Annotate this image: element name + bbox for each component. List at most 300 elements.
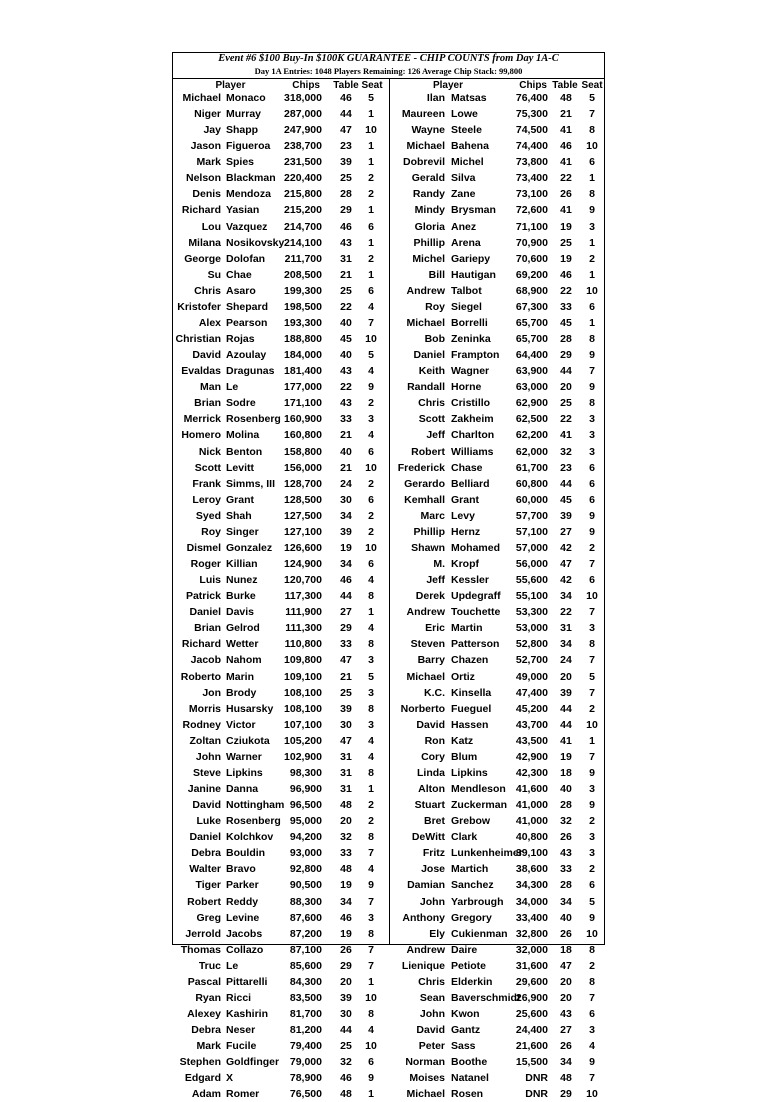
right-chips: 29,600 (515, 975, 548, 988)
left-last-name: Chae (226, 268, 252, 281)
right-first-name: Ron (424, 734, 445, 747)
right-seat: 7 (589, 991, 595, 1004)
right-last-name: Cristillo (451, 397, 491, 410)
left-table: 46 (340, 574, 352, 587)
right-seat: 5 (589, 92, 595, 104)
right-chips: 41,000 (515, 815, 548, 828)
left-first-name: Daniel (189, 831, 221, 844)
left-table: 23 (340, 140, 352, 153)
left-seat: 6 (368, 220, 374, 233)
right-last-name: Petiote (451, 959, 487, 972)
right-last-name: Sass (451, 1040, 476, 1053)
right-last-name: Matsas (451, 92, 487, 104)
right-seat: 3 (589, 445, 595, 458)
right-last-name: Williams (451, 445, 494, 458)
left-first-name: Alex (198, 316, 221, 329)
left-chips: 78,900 (289, 1072, 322, 1085)
left-first-name: Rodney (182, 718, 221, 731)
left-table: 25 (340, 284, 352, 297)
right-seat: 8 (589, 975, 595, 988)
right-last-name: Elderkin (451, 975, 493, 988)
right-table: 47 (560, 558, 572, 571)
right-chips: 33,400 (515, 911, 548, 924)
right-seat: 3 (589, 831, 595, 844)
right-seat: 2 (589, 541, 595, 554)
right-table-header: Table (552, 80, 578, 91)
left-seat: 3 (368, 686, 374, 699)
left-seat: 6 (368, 493, 374, 506)
left-chips: 83,500 (289, 991, 322, 1004)
right-seat: 9 (589, 509, 595, 522)
left-chips: 171,100 (284, 397, 322, 410)
right-seat: 6 (589, 477, 595, 490)
right-player-header: Player (432, 80, 464, 91)
left-seat: 8 (368, 702, 374, 715)
left-first-name: Merrick (183, 413, 221, 426)
right-chips: 49,000 (515, 670, 548, 683)
right-last-name: Charlton (451, 429, 495, 442)
left-last-name: Killian (226, 558, 258, 571)
left-chips: 247,900 (284, 124, 322, 137)
right-seat: 9 (589, 381, 595, 394)
right-seat: 10 (586, 1088, 598, 1101)
left-seat: 1 (368, 156, 374, 169)
left-first-name: Nelson (185, 172, 221, 185)
left-last-name: Singer (226, 525, 259, 538)
left-seat: 4 (368, 750, 374, 763)
left-last-name: Kolchkov (226, 831, 274, 844)
left-table: 19 (340, 927, 352, 940)
left-chips: 96,500 (289, 799, 322, 812)
left-chips: 81,200 (289, 1024, 322, 1037)
left-seat: 2 (368, 397, 374, 410)
right-first-name: Daniel (413, 349, 445, 362)
left-last-name: Blackman (226, 172, 276, 185)
right-chips: 65,700 (515, 333, 548, 346)
left-seat: 6 (368, 445, 374, 458)
left-first-name: Debra (191, 1024, 221, 1037)
right-chips: 62,200 (515, 429, 548, 442)
right-first-name: Anthony (402, 911, 445, 924)
left-chips: 87,600 (289, 911, 322, 924)
left-first-name: Adam (191, 1088, 221, 1101)
right-last-name: Touchette (451, 606, 501, 619)
right-table: 44 (560, 702, 572, 715)
right-chips: 56,000 (515, 558, 548, 571)
left-last-name: Collazo (226, 943, 264, 956)
left-player-header: Player (215, 80, 246, 91)
right-seat: 10 (586, 590, 598, 603)
left-first-name: Jon (202, 686, 221, 699)
right-first-name: Randall (407, 381, 445, 394)
right-last-name: Gregory (451, 911, 492, 924)
right-seat: 1 (589, 734, 595, 747)
left-table: 33 (340, 638, 352, 651)
left-seat: 10 (365, 461, 377, 474)
right-first-name: Randy (412, 188, 445, 201)
left-seat: 1 (368, 268, 374, 281)
left-first-name: Brian (194, 622, 221, 635)
left-table: 21 (340, 670, 352, 683)
right-chips: 26,900 (515, 991, 548, 1004)
right-table: 39 (560, 509, 572, 522)
right-chips: 53,300 (515, 606, 548, 619)
right-chips: 39,100 (515, 847, 548, 860)
left-first-name: Syed (195, 509, 221, 522)
left-table: 46 (340, 220, 352, 233)
right-chips: 38,600 (515, 863, 548, 876)
left-table: 31 (340, 766, 352, 779)
right-table: 19 (560, 220, 572, 233)
left-chips: 108,100 (284, 686, 322, 699)
left-seat: 5 (368, 670, 374, 683)
left-first-name: David (192, 799, 221, 812)
right-chips: 62,000 (515, 445, 548, 458)
left-first-name: Luis (199, 574, 221, 587)
left-table: 34 (340, 509, 352, 522)
left-table: 34 (340, 558, 352, 571)
left-seat: 8 (368, 831, 374, 844)
left-last-name: Danna (226, 783, 259, 795)
left-last-name: Cziukota (226, 734, 270, 747)
left-chips: 215,200 (284, 204, 322, 217)
left-seat: 2 (368, 525, 374, 538)
left-chips: 214,700 (284, 220, 322, 233)
right-chips-header: Chips (519, 80, 547, 91)
right-last-name: Hassen (451, 718, 489, 731)
right-table: 33 (560, 863, 572, 876)
right-table: 26 (560, 831, 572, 844)
left-last-name: Warner (226, 750, 262, 763)
left-last-name: Jacobs (226, 927, 263, 940)
left-seat: 10 (365, 333, 377, 346)
right-first-name: Sean (419, 991, 445, 1004)
right-table: 29 (560, 349, 572, 362)
left-table: 22 (340, 300, 352, 313)
left-first-name: Jerrold (185, 927, 221, 940)
left-seat: 8 (368, 1007, 374, 1020)
left-chips: 85,600 (289, 959, 322, 972)
right-first-name: Andrew (406, 606, 445, 619)
right-first-name: Chris (418, 397, 445, 410)
right-first-name: Bret (423, 815, 445, 828)
right-last-name: Natanel (451, 1072, 489, 1085)
right-last-name: Frampton (451, 349, 500, 362)
right-table: 42 (560, 541, 572, 554)
right-seat: 9 (589, 204, 595, 217)
right-seat: 2 (589, 702, 595, 715)
right-seat: 3 (589, 413, 595, 426)
left-first-name: Man (200, 381, 221, 394)
left-table: 27 (340, 606, 352, 619)
right-last-name: Kwon (451, 1007, 480, 1020)
right-seat: 3 (589, 847, 595, 860)
left-seat: 10 (365, 541, 377, 554)
right-table: 19 (560, 252, 572, 265)
left-last-name: X (226, 1072, 234, 1085)
right-chips: 61,700 (515, 461, 548, 474)
left-first-name: Roberto (180, 670, 221, 683)
left-last-name: Nunez (226, 574, 258, 587)
left-first-name: Mark (196, 1040, 221, 1053)
left-seat: 1 (368, 1088, 374, 1101)
left-seat: 7 (368, 895, 374, 908)
left-seat: 4 (368, 734, 374, 747)
right-last-name: Levy (451, 509, 475, 522)
right-seat: 6 (589, 156, 595, 169)
right-first-name: Stuart (414, 799, 445, 812)
left-first-name: Jason (190, 140, 221, 153)
left-last-name: Le (226, 959, 239, 972)
left-first-name: Christian (175, 333, 221, 346)
right-table: 20 (560, 991, 572, 1004)
left-last-name: Spies (226, 156, 255, 169)
right-first-name: Ilan (426, 92, 445, 104)
left-first-name: Brian (194, 397, 221, 410)
right-last-name: Silva (451, 172, 476, 185)
left-table: 46 (340, 911, 352, 924)
left-first-name: Alexey (187, 1007, 221, 1020)
right-chips: 57,700 (515, 509, 548, 522)
left-table: 26 (340, 943, 352, 956)
right-chips: 74,400 (515, 140, 548, 153)
left-chips: 177,000 (284, 381, 322, 394)
right-seat: 6 (589, 574, 595, 587)
right-chips: 21,600 (515, 1040, 548, 1053)
left-table: 43 (340, 397, 352, 410)
right-chips: 69,200 (515, 268, 548, 281)
right-seat: 9 (589, 766, 595, 779)
left-seat: 4 (368, 863, 374, 876)
right-last-name: Hautigan (451, 268, 496, 281)
left-table: 20 (340, 815, 352, 828)
right-first-name: Maureen (401, 108, 445, 121)
right-seat: 10 (586, 718, 598, 731)
left-table: 30 (340, 718, 352, 731)
right-table: 26 (560, 927, 572, 940)
right-chips: 32,000 (515, 943, 548, 956)
right-chips: 70,600 (515, 252, 548, 265)
right-first-name: Ely (429, 927, 445, 940)
left-first-name: Su (207, 268, 221, 281)
right-seat: 7 (589, 686, 595, 699)
right-seat: 10 (586, 284, 598, 297)
right-seat: 10 (586, 927, 598, 940)
left-table: 29 (340, 959, 352, 972)
left-first-name: Steve (192, 766, 221, 779)
right-first-name: Kemhall (404, 493, 445, 506)
left-chips: 110,800 (284, 638, 322, 651)
right-table: 27 (560, 1024, 572, 1037)
left-chips: 181,400 (284, 365, 322, 378)
left-seat: 7 (368, 959, 374, 972)
right-chips: 57,000 (515, 541, 548, 554)
right-first-name: Norman (405, 1056, 445, 1069)
left-first-name: Kristofer (177, 300, 221, 313)
right-table: 18 (560, 766, 572, 779)
left-last-name: Levine (226, 911, 260, 924)
left-chips: 87,200 (289, 927, 322, 940)
left-seat: 9 (368, 381, 374, 394)
right-first-name: Damian (407, 879, 445, 892)
left-chips: 102,900 (284, 750, 322, 763)
right-table: 46 (560, 268, 572, 281)
right-table: 25 (560, 236, 572, 249)
right-seat: 2 (589, 252, 595, 265)
left-seat: 8 (368, 638, 374, 651)
right-chips: DNR (525, 1088, 548, 1101)
left-last-name: Nosikovsky (226, 236, 285, 249)
right-table: 28 (560, 879, 572, 892)
right-chips: 68,900 (515, 284, 548, 297)
left-seat: 2 (368, 252, 374, 265)
left-seat: 7 (368, 316, 374, 329)
right-last-name: Mendleson (451, 783, 506, 795)
left-seat: 4 (368, 622, 374, 635)
left-chips: 199,300 (284, 284, 322, 297)
left-table: 43 (340, 236, 352, 249)
right-last-name: Boothe (451, 1056, 488, 1069)
right-first-name: Michael (406, 140, 445, 153)
right-last-name: Siegel (451, 300, 482, 313)
right-last-name: Zakheim (451, 413, 494, 426)
left-first-name: Jay (203, 124, 221, 137)
left-last-name: Goldfinger (226, 1056, 280, 1069)
right-chips: 42,900 (515, 750, 548, 763)
right-table: 32 (560, 445, 572, 458)
left-table: 25 (340, 1040, 352, 1053)
right-chips: 62,900 (515, 397, 548, 410)
right-table: 40 (560, 911, 572, 924)
right-last-name: Horne (451, 381, 482, 394)
right-seat: 5 (589, 670, 595, 683)
left-table: 31 (340, 252, 352, 265)
left-table: 21 (340, 461, 352, 474)
left-first-name: Leroy (192, 493, 221, 506)
left-last-name: Shah (226, 509, 252, 522)
left-first-name: Denis (192, 188, 221, 201)
right-table: 41 (560, 124, 572, 137)
right-first-name: Steven (410, 638, 445, 651)
left-table: 34 (340, 895, 352, 908)
right-table: 45 (560, 493, 572, 506)
left-last-name: Romer (226, 1088, 260, 1101)
left-seat: 6 (368, 558, 374, 571)
right-seat: 7 (589, 365, 595, 378)
right-last-name: Borrelli (451, 316, 488, 329)
right-chips: 62,500 (515, 413, 548, 426)
left-first-name: Greg (196, 911, 221, 924)
left-first-name: Zoltan (189, 734, 221, 747)
left-seat: 5 (368, 92, 374, 104)
right-chips: 73,800 (515, 156, 548, 169)
right-last-name: Yarbrough (451, 895, 504, 908)
left-last-name: Neser (226, 1024, 256, 1037)
left-first-name: Homero (181, 429, 221, 442)
right-chips: 45,200 (515, 702, 548, 715)
right-chips: 47,400 (515, 686, 548, 699)
right-first-name: Jeff (426, 574, 445, 587)
left-chips: 215,800 (284, 188, 322, 201)
left-table: 32 (340, 1056, 352, 1069)
right-seat: 5 (589, 895, 595, 908)
left-last-name: Reddy (226, 895, 259, 908)
right-table: 26 (560, 188, 572, 201)
right-table: 23 (560, 461, 572, 474)
right-chips: 67,300 (515, 300, 548, 313)
right-first-name: Chris (418, 975, 445, 988)
left-table: 44 (340, 1024, 352, 1037)
right-first-name: Phillip (413, 525, 445, 538)
right-first-name: Dobrevil (402, 156, 445, 169)
right-chips: DNR (525, 1072, 548, 1085)
right-last-name: Brysman (451, 204, 496, 217)
left-seat: 3 (368, 413, 374, 426)
left-chips: 127,100 (284, 525, 322, 538)
right-last-name: Gariepy (451, 252, 491, 265)
right-first-name: M. (433, 558, 445, 571)
left-table-header: Table (333, 80, 359, 91)
right-chips: 60,000 (515, 493, 548, 506)
left-table: 29 (340, 204, 352, 217)
right-table: 27 (560, 525, 572, 538)
left-first-name: Nick (198, 445, 221, 458)
right-last-name: Michel (451, 156, 484, 169)
right-seat: 6 (589, 493, 595, 506)
left-seat: 7 (368, 847, 374, 860)
right-table: 25 (560, 397, 572, 410)
right-last-name: Chazen (451, 654, 489, 667)
left-last-name: Bouldin (226, 847, 266, 860)
right-chips: 34,000 (515, 895, 548, 908)
left-table: 25 (340, 172, 352, 185)
left-table: 40 (340, 316, 352, 329)
right-table: 34 (560, 590, 572, 603)
left-seat: 7 (368, 943, 374, 956)
right-table: 39 (560, 686, 572, 699)
right-seat: 8 (589, 943, 595, 956)
left-seat: 10 (365, 124, 377, 137)
left-chips: 287,000 (284, 108, 322, 121)
right-last-name: Zane (451, 188, 476, 201)
left-last-name: Lipkins (226, 766, 263, 779)
left-seat: 6 (368, 284, 374, 297)
left-first-name: Walter (189, 863, 221, 876)
right-last-name: Kinsella (451, 686, 492, 699)
right-last-name: Belliard (451, 477, 490, 490)
right-table: 46 (560, 140, 572, 153)
left-seat: 1 (368, 975, 374, 988)
left-seat: 3 (368, 654, 374, 667)
left-last-name: Ricci (226, 991, 252, 1004)
left-seat-header: Seat (361, 80, 383, 91)
left-table: 47 (340, 124, 352, 137)
left-table: 48 (340, 799, 352, 812)
left-table: 46 (340, 92, 352, 104)
right-first-name: Barry (417, 654, 445, 667)
left-last-name: Benton (226, 445, 263, 458)
left-first-name: George (184, 252, 221, 265)
left-seat: 9 (368, 879, 374, 892)
left-last-name: Dolofan (226, 252, 266, 265)
right-table: 22 (560, 606, 572, 619)
right-first-name: Jeff (426, 429, 445, 442)
left-table: 48 (340, 863, 352, 876)
left-last-name: Dragunas (226, 365, 275, 378)
left-first-name: Richard (181, 638, 221, 651)
right-chips: 55,600 (515, 574, 548, 587)
left-last-name: Victor (226, 718, 256, 731)
